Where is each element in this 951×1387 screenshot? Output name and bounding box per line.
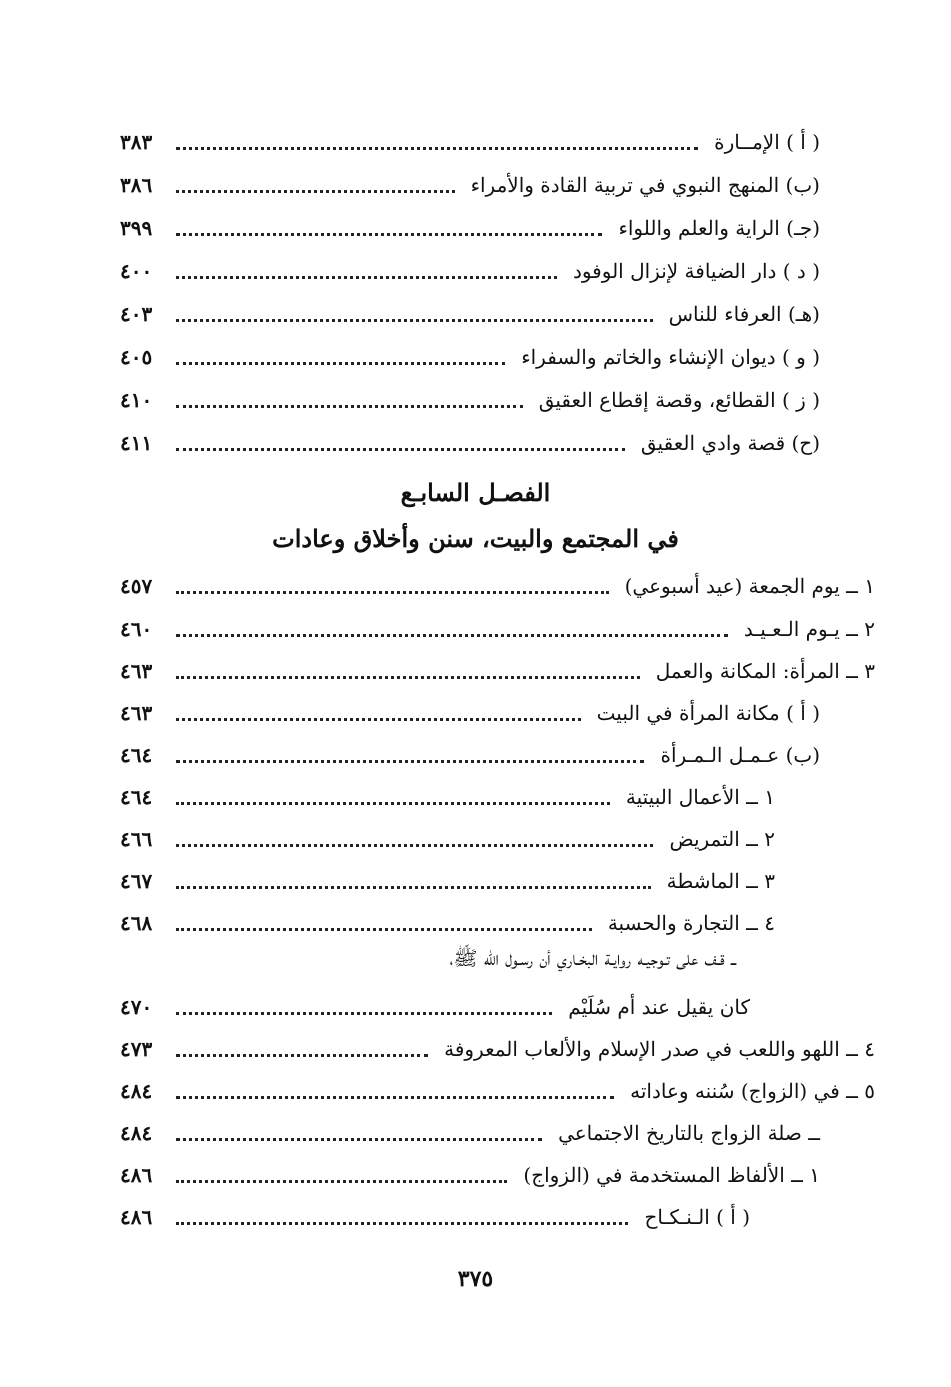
toc-entry xyxy=(120,566,875,606)
toc-page-number: ٤٦٦ xyxy=(120,827,153,851)
toc-page-number: ٤٦٤ xyxy=(120,743,153,767)
dot-leader xyxy=(176,1096,614,1099)
toc-page-number: ٤٦٨ xyxy=(120,911,153,935)
toc-entry xyxy=(120,735,820,775)
toc-page-number: ٤٦٣ xyxy=(120,659,153,683)
dot-leader xyxy=(176,591,609,594)
toc-entry xyxy=(120,777,775,817)
toc-label: ١ ــ الألفاظ المستخدمة في (الزواج) xyxy=(523,1163,820,1187)
dot-leader xyxy=(176,1054,428,1057)
toc-label: ( د ) دار الضيافة لإنزال الوفود xyxy=(572,259,820,283)
toc-entry xyxy=(120,1113,820,1153)
toc-entry xyxy=(120,423,820,463)
dot-leader xyxy=(176,718,581,721)
toc-page-number: ٤٦٠ xyxy=(120,617,153,641)
dot-leader xyxy=(176,276,557,279)
toc-entry xyxy=(120,122,820,162)
chapter-subtitle: في المجتمع والبيت، سنن وأخلاق وعادات xyxy=(272,524,679,553)
toc-entry xyxy=(120,1197,750,1237)
toc-label: ١ ــ يوم الجمعة (عيد أسبوعي) xyxy=(624,574,875,598)
toc-entry xyxy=(120,1029,875,1069)
toc-label: ( ز ) القطائع، وقصة إقطاع العقيق xyxy=(538,388,820,412)
toc-entry xyxy=(120,251,820,291)
toc-entry xyxy=(120,693,820,733)
toc-label: ٤ ــ التجارة والحسبة xyxy=(607,911,775,935)
toc-label: ( أ ) الإمــارة xyxy=(714,130,820,154)
toc-label: ( و ) ديوان الإنشاء والخاتم والسفراء xyxy=(521,345,820,369)
dot-leader xyxy=(176,1222,628,1225)
dot-leader xyxy=(176,147,698,150)
dot-leader xyxy=(176,448,625,451)
dot-leader xyxy=(176,1012,552,1015)
toc-label: ( أ ) مكانة المرأة في البيت xyxy=(596,701,820,725)
toc-note-line: ــ قـف على تـوجيـه روايـة البخـاري أن رسـول الله ﷺ، xyxy=(449,946,736,970)
toc-page-number: ٤٦٣ xyxy=(120,701,153,725)
dot-leader xyxy=(176,928,592,931)
toc-label: ٣ ــ الماشطة xyxy=(666,869,775,893)
toc-entry xyxy=(120,294,820,334)
toc-entry xyxy=(120,903,775,943)
toc-label: (ب) عـمـل الـمـرأة xyxy=(660,743,820,767)
toc-label: ( أ ) الـنـكـاح xyxy=(644,1205,750,1229)
toc-label: ٢ ــ التمريض xyxy=(669,827,775,851)
chapter-title: الفصـل السابـع xyxy=(400,478,551,507)
toc-entry xyxy=(120,165,820,205)
dot-leader xyxy=(176,802,610,805)
dot-leader xyxy=(176,844,653,847)
toc-label: (جـ) الراية والعلم واللواء xyxy=(618,216,820,240)
dot-leader xyxy=(176,405,523,408)
dot-leader xyxy=(176,634,728,637)
toc-page-number: ٤٠٥ xyxy=(120,345,153,369)
dot-leader xyxy=(176,319,653,322)
toc-page-number: ٣٨٣ xyxy=(120,130,153,154)
toc-page-number: ٣٨٦ xyxy=(120,173,153,197)
toc-entry xyxy=(120,1155,820,1195)
toc-label: (هـ) العرفاء للناس xyxy=(668,302,820,326)
toc-page-number: ٤٨٤ xyxy=(120,1121,153,1145)
toc-page-number: ٤٨٤ xyxy=(120,1079,153,1103)
toc-page-number: ٤٦٤ xyxy=(120,785,153,809)
dot-leader xyxy=(176,1180,507,1183)
toc-page-number: ٤١٠ xyxy=(120,388,153,412)
toc-entry xyxy=(120,819,775,859)
toc-page-number: ٤٠٣ xyxy=(120,302,153,326)
toc-entry xyxy=(120,609,875,649)
toc-page-number: ٤٦٧ xyxy=(120,869,153,893)
toc-label: ٥ ــ في (الزواج) سُننه وعاداته xyxy=(630,1079,875,1103)
toc-page-number: ٤٧٣ xyxy=(120,1037,153,1061)
toc-page-number: ٣٩٩ xyxy=(120,216,153,240)
toc-page-number: ٤٥٧ xyxy=(120,574,153,598)
dot-leader xyxy=(176,362,505,365)
dot-leader xyxy=(176,190,455,193)
dot-leader xyxy=(176,1138,542,1141)
toc-page-number: ٤٨٦ xyxy=(120,1163,153,1187)
dot-leader xyxy=(176,233,602,236)
toc-label: ١ ــ الأعمال البيتية xyxy=(625,785,775,809)
toc-entry xyxy=(120,380,820,420)
page-number: ٣٧٥ xyxy=(457,1266,494,1292)
toc-page-number: ٤٨٦ xyxy=(120,1205,153,1229)
toc-page-number: ٤٧٠ xyxy=(120,995,153,1019)
toc-entry xyxy=(120,337,820,377)
toc-label: (ح) قصة وادي العقيق xyxy=(640,431,820,455)
toc-entry xyxy=(120,1071,875,1111)
toc-entry xyxy=(120,208,820,248)
toc-label: كان يقيل عند أم سُلَيْم xyxy=(568,995,750,1019)
dot-leader xyxy=(176,886,651,889)
toc-label: ــ صلة الزواج بالتاريخ الاجتماعي xyxy=(558,1121,820,1145)
toc-label: ٤ ــ اللهو واللعب في صدر الإسلام والألعاب المعروفة xyxy=(444,1037,875,1061)
toc-label: (ب) المنهج النبوي في تربية القادة والأمراء xyxy=(470,173,820,197)
toc-page-number: ٤١١ xyxy=(120,431,153,455)
toc-label: ٢ ــ يـوم الـعـيـد xyxy=(743,617,875,641)
dot-leader xyxy=(176,760,644,763)
dot-leader xyxy=(176,676,640,679)
toc-entry xyxy=(120,861,775,901)
toc-label: ٣ ــ المرأة: المكانة والعمل xyxy=(655,659,875,683)
toc-page-number: ٤٠٠ xyxy=(120,259,153,283)
toc-entry xyxy=(120,987,750,1027)
toc-entry xyxy=(120,651,875,691)
